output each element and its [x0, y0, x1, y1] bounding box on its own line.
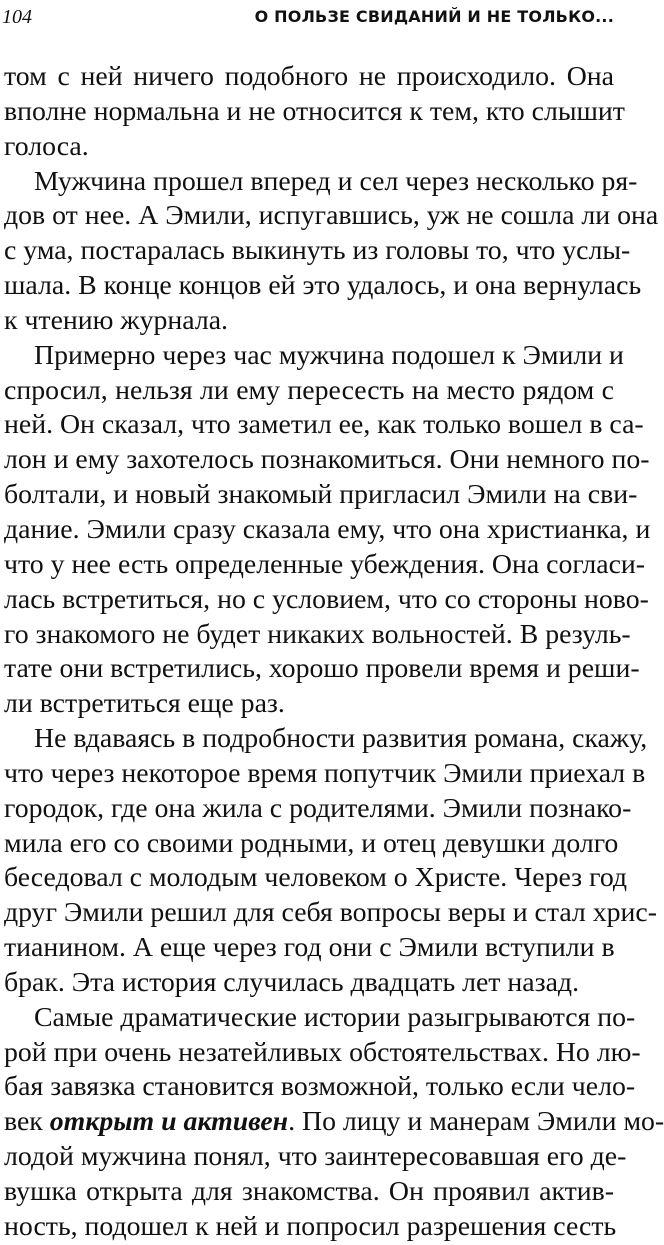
text-segment: век: [4, 1106, 50, 1138]
text-line: дов от нее. А Эмили, испугавшись, уж не сошла ли она: [4, 200, 659, 232]
text-line: [4, 1105, 664, 1140]
text-line: лон и ему захотелось познакомиться. Они немного по-: [4, 444, 650, 476]
text-line: Мужчина прошел вперед и сел через несколько ря-: [34, 165, 638, 197]
text-line: спросил, нельзя ли ему пересесть на место рядом с: [4, 374, 614, 406]
text-line: болтали, и новый знакомый пригласил Эмили на сви-: [4, 479, 638, 511]
text-line: шала. В конце концов ей это удалось, и она вернулась: [4, 270, 642, 302]
text-line: Самые драматические истории разыгрываются по-: [34, 1001, 636, 1033]
text-line: что у нее есть определенные убеждения. Она согласи-: [4, 548, 646, 580]
text-line: ность, подошел к ней и попросил разрешения сесть: [4, 1210, 617, 1242]
text-line: тате они встретились, хорошо провели время и реши-: [4, 653, 640, 685]
text-line: к чтению журнала.: [4, 304, 229, 336]
text-line: Не вдаваясь в подробности развития романа, скажу,: [34, 723, 648, 755]
emphasized-phrase: открыт и активен: [49, 1106, 289, 1138]
text-line: вполне нормальна и не относится к тем, кто слышит: [4, 95, 625, 127]
text-line: мила его со своими родными, и отец девушки долго: [4, 827, 619, 859]
text-line: городок, где она жила с родителями. Эмили познако-: [4, 792, 632, 824]
text-line: Примерно через час мужчина подошел к Эмили и: [34, 339, 624, 371]
text-line: ней. Он сказал, что заметил ее, как только вошел в са-: [4, 409, 644, 441]
running-title: О ПОЛЬЗЕ СВИДАНИЙ И НЕ ТОЛЬКО...: [254, 7, 614, 26]
text-line: вушка открыта для знакомства. Он проявил актив-: [4, 1176, 614, 1207]
text-line: ли встретиться еще раз.: [4, 688, 285, 720]
page-number: 104: [2, 6, 32, 28]
text-line: беседовал с молодым человеком о Христе. Через год: [4, 862, 628, 894]
text-line: что через некоторое время попутчик Эмили приехал в: [4, 757, 646, 789]
text-line: друг Эмили решил для себя вопросы веры и стал хрис-: [4, 897, 658, 929]
text-line: тианином. А еще через год они с Эмили вступили в: [4, 932, 615, 964]
text-line: дание. Эмили сразу сказала ему, что она христианка, и: [4, 513, 651, 545]
text-line: рой при очень незатейливых обстоятельствах. Но лю-: [4, 1036, 641, 1068]
text-line: том с ней ничего подобного не происходило. Она: [4, 61, 614, 92]
page-header: [0, 4, 620, 30]
text-segment: . По лицу и манерам Эмили мо-: [288, 1106, 664, 1138]
text-line: голоса.: [4, 130, 89, 162]
text-line: бая завязка становится возможной, только если чело-: [4, 1071, 636, 1103]
text-line: лась встретиться, но с условием, что со стороны ново-: [4, 583, 649, 615]
text-line: брак. Эта история случилась двадцать лет назад.: [4, 966, 580, 998]
body-text: [4, 60, 664, 1245]
text-line: го знакомого не будет никаких вольностей. В резуль-: [4, 618, 631, 650]
text-line: с ума, постаралась выкинуть из головы то, что услы-: [4, 235, 631, 267]
text-line: лодой мужчина понял, что заинтересовавшая его де-: [4, 1141, 627, 1173]
